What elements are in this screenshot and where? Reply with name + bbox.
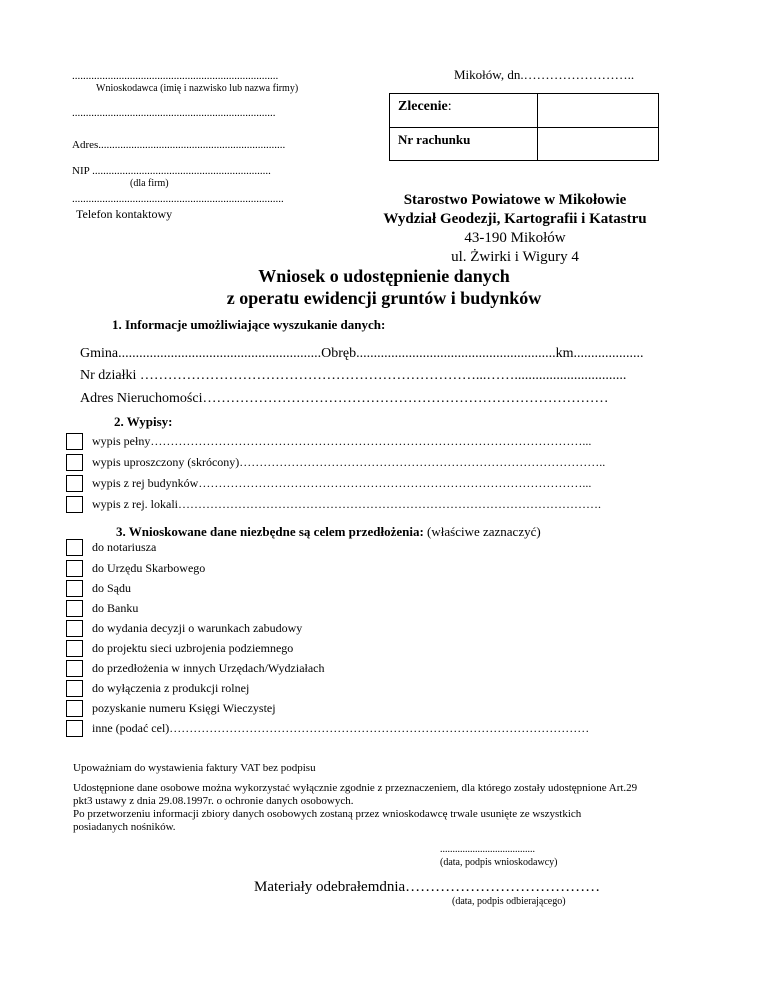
checkbox-land-register-number[interactable] xyxy=(66,700,83,717)
office-name: Starostwo Powiatowe w Mikołowie xyxy=(403,192,627,208)
parcel-number-field[interactable]: Nr działki ………………………………………………………………...……................................ xyxy=(80,368,627,383)
purpose-bank: do Banku xyxy=(92,601,139,615)
purpose-utility-network: do projektu sieci uzbrojenia podziemnego xyxy=(92,641,294,655)
checkbox-utility-network[interactable] xyxy=(66,640,83,657)
applicant-nip-field[interactable]: NIP ................................................................. xyxy=(72,165,271,177)
checkbox-agricultural-exclusion[interactable] xyxy=(66,680,83,697)
applicant-address-field[interactable]: Adres.................................................................... xyxy=(72,139,286,151)
page-title: Wniosek o udostępnienie danych z operatu ewidencji gruntów i budynków xyxy=(226,266,542,308)
checkbox-premises-extract[interactable] xyxy=(66,496,83,513)
section3-heading: 3. Wnioskowane dane niezbędne są celem przedłożenia: (właściwe zaznaczyć) xyxy=(116,524,541,539)
checkbox-full-extract[interactable] xyxy=(66,433,83,450)
privacy-note: Udostępnione dane osobowe można wykorzystać wyłącznie zgodnie z przeznaczeniem, dla którego zostały udostępnione Art.29 pkt3 ustawy z dnia 29.08.1997r. o ochronie danych osobowych. Po przetworzeniu informacji zbiory danych osobowych zostaną przez wnioskodawcę trwale usunięte ze wszystkich posiadanych nośników. xyxy=(73,782,638,833)
checkbox-court[interactable] xyxy=(66,580,83,597)
checkbox-buildings-extract[interactable] xyxy=(66,475,83,492)
applicant-phone-dots[interactable]: ............................................................................. xyxy=(72,193,284,205)
purpose-land-register-number: pozyskanie numeru Księgi Wieczystej xyxy=(92,701,276,715)
checkbox-building-decision[interactable] xyxy=(66,620,83,637)
checkbox-tax-office[interactable] xyxy=(66,560,83,577)
applicant-name-dots[interactable]: ........................................................................... xyxy=(72,70,279,82)
option-full-extract: wypis pełny………………………………………………………………………………………………... xyxy=(92,434,592,448)
purpose-building-decision: do wydania decyzji o warunkach zabudowy xyxy=(92,621,303,635)
order-label: Zlecenie: xyxy=(398,99,452,114)
property-address-field[interactable]: Adres Nieruchomości…………………………………………………………………………… xyxy=(80,391,609,406)
applicant-nip-note: (dla firm) xyxy=(130,178,169,189)
applicant-name-dots-2[interactable]: .......................................................................... xyxy=(72,107,276,119)
checkbox-notary[interactable] xyxy=(66,539,83,556)
office-street: ul. Żwirki i Wigury 4 xyxy=(451,249,579,265)
option-simplified-extract: wypis uproszczony (skrócony)……………………………………………………………………………….. xyxy=(92,455,606,469)
checkbox-simplified-extract[interactable] xyxy=(66,454,83,471)
order-value-cell[interactable] xyxy=(537,94,658,126)
office-address xyxy=(350,191,680,267)
section2-heading: 2. Wypisy: xyxy=(114,414,173,429)
applicant-name-label: Wnioskodawca (imię i nazwisko lub nazwa firmy) xyxy=(96,83,299,94)
purpose-other[interactable]: inne (podać cel)…………………………………………………………………………………………… xyxy=(92,721,590,735)
option-buildings-extract: wypis z rej budynków……………………………………………………………………………………... xyxy=(92,476,592,490)
section1-heading: 1. Informacje umożliwiające wyszukanie danych: xyxy=(112,317,386,332)
applicant-phone-label: Telefon kontaktowy xyxy=(76,207,173,221)
purpose-notary: do notariusza xyxy=(92,540,157,554)
purpose-tax-office: do Urzędu Skarbowego xyxy=(92,561,206,575)
applicant-signature-dots[interactable]: ...................................... xyxy=(440,844,535,855)
office-department: Wydział Geodezji, Kartografii i Katastru xyxy=(383,211,647,227)
vat-invoice-note: Upoważniam do wystawienia faktury VAT bez podpisu xyxy=(73,762,316,774)
invoice-value-cell[interactable] xyxy=(537,127,658,160)
office-city: 43-190 Mikołów xyxy=(464,230,566,246)
purpose-agricultural-exclusion: do wyłączenia z produkcji rolnej xyxy=(92,681,250,695)
checkbox-other-offices[interactable] xyxy=(66,660,83,677)
checkbox-other-purpose[interactable] xyxy=(66,720,83,737)
applicant-signature-label: (data, podpis wnioskodawcy) xyxy=(440,857,558,868)
purpose-court: do Sądu xyxy=(92,581,131,595)
receiver-signature-label: (data, podpis odbierającego) xyxy=(452,896,566,907)
invoice-label: Nr rachunku xyxy=(398,132,471,147)
purpose-other-offices: do przedłożenia w innych Urzędach/Wydziałach xyxy=(92,661,325,675)
option-premises-extract: wypis z rej. lokali……………………………………………………………………………………………. xyxy=(92,497,601,511)
gmina-obreb-km-field[interactable]: Gmina..........................................................Obręb.........................................................km.................... xyxy=(80,346,644,361)
materials-received-field[interactable]: Materiały odebrałemdnia………………………………… xyxy=(254,879,601,895)
checkbox-bank[interactable] xyxy=(66,600,83,617)
place-date-field[interactable]: Mikołów, dn.…………………….. xyxy=(454,67,635,82)
